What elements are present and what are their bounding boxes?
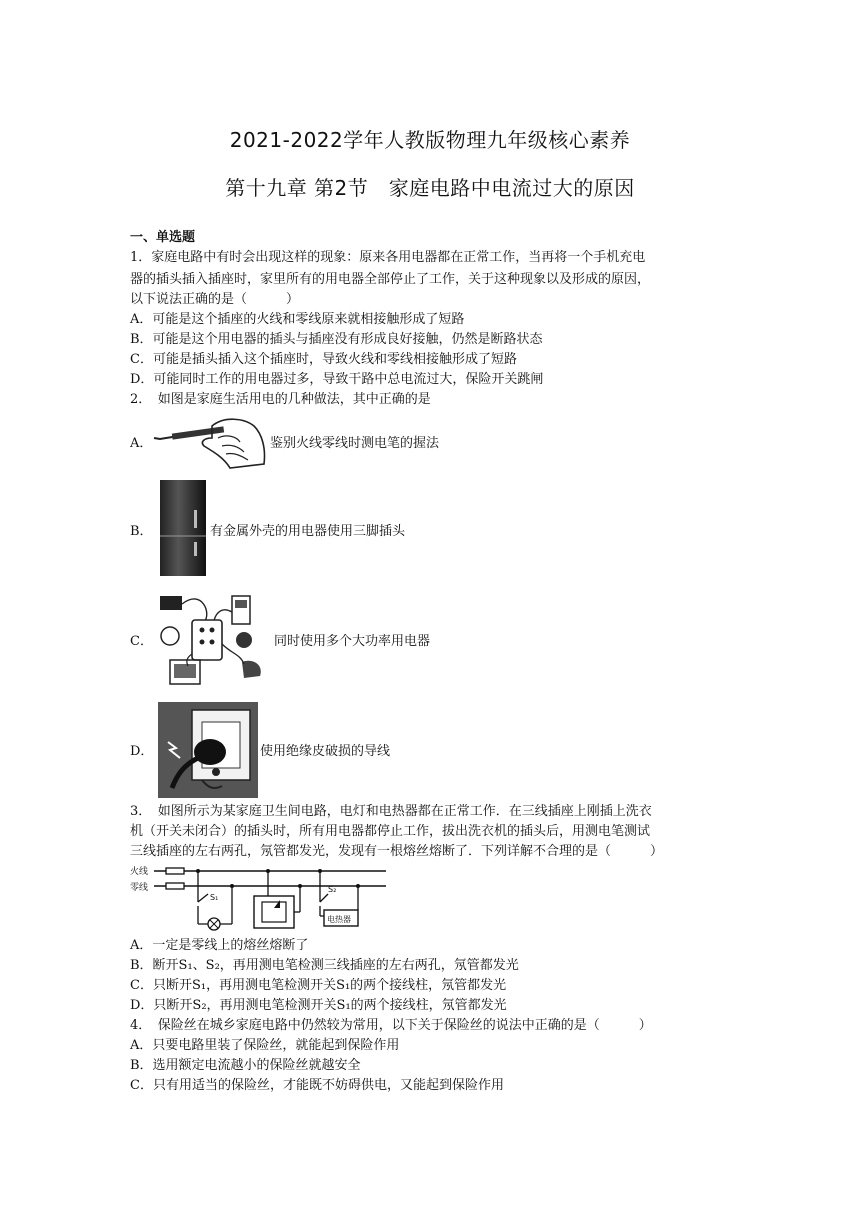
q2-option-c-caption: 同时使用多个大功率用电器: [274, 634, 431, 649]
damaged-plug-socket-icon: [158, 702, 258, 798]
q3-option-c: C．只断开S₁，再用测电笔检测开关S₁的两个接线柱，氖管都发光: [130, 978, 507, 993]
q2-option-d-caption: 使用绝缘皮破损的导线: [260, 744, 391, 759]
q4-option-a: A．只要电路里装了保险丝，就能起到保险作用: [130, 1038, 400, 1053]
q2-option-b-letter: B．: [130, 524, 153, 539]
section-heading: 一、单选题: [130, 230, 196, 245]
neutral-wire-label: 零线: [130, 883, 149, 893]
live-wire-label: 火线: [130, 867, 149, 877]
q1-option-c: C．可能是插头插入这个插座时，导致火线和零线相接触形成了短路: [130, 352, 517, 367]
hand-holding-test-pen-icon: [152, 412, 268, 472]
three-hole-socket-icon: [254, 896, 294, 928]
q2-stem: 2． 如图是家庭生活用电的几种做法，其中正确的是: [130, 392, 431, 407]
refrigerator-icon: [158, 480, 208, 576]
q2-option-c-letter: C．: [130, 634, 153, 649]
q1-stem-line-2: 器的插头插入插座时，家里所有的用电器全部停止了工作，关于这种现象以及形成的原因，: [130, 272, 651, 287]
q1-option-d: D．可能同时工作的用电器过多，导致干路中总电流过大，保险开关跳闸: [130, 372, 544, 387]
q1-option-b: B．可能是这个用电器的插头与插座没有形成良好接触，仍然是断路状态: [130, 332, 543, 347]
bathroom-circuit-diagram: [128, 862, 390, 934]
overloaded-power-strip-icon: [152, 584, 272, 692]
q4-option-c: C．只有用适当的保险丝，才能既不妨碍供电，又能起到保险作用: [130, 1078, 504, 1093]
q2-option-b-caption: 有金属外壳的用电器使用三脚插头: [210, 524, 406, 539]
heater-label: 电热器: [327, 915, 351, 924]
q4-option-b: B．选用额定电流越小的保险丝就越安全: [130, 1058, 361, 1073]
q2-option-a-caption: 鉴别火线零线时测电笔的握法: [270, 436, 440, 451]
q3-stem-line-2: 机（开关未闭合）的插头时，所有用电器都停止工作，拔出洗衣机的插头后，用测电笔测试: [130, 824, 651, 839]
switch-s2-label: S₂: [328, 885, 337, 894]
q1-stem-line-3: 以下说法正确的是（ ）: [130, 292, 300, 307]
switch-s1-label: S₁: [210, 893, 219, 902]
q3-option-a: A．一定是零线上的熔丝熔断了: [130, 938, 309, 953]
neutral-fuse: [166, 883, 184, 889]
q3-stem-line-3: 三线插座的左右两孔，氖管都发光，发现有一根熔丝熔断了．下列详解不合理的是（ ）: [130, 844, 664, 859]
q2-option-a-letter: A．: [130, 436, 153, 451]
live-fuse: [166, 868, 184, 874]
q3-stem-line-1: 3． 如图所示为某家庭卫生间电路，电灯和电热器都在正常工作．在三线插座上刚插上洗衣: [130, 804, 652, 819]
q3-option-d: D．只断开S₂，再用测电笔检测开关S₁的两个接线柱，氖管都发光: [130, 998, 507, 1013]
q2-option-d-letter: D．: [130, 744, 154, 759]
q4-stem: 4． 保险丝在城乡家庭电路中仍然较为常用，以下关于保险丝的说法中正确的是（ ）: [130, 1018, 652, 1033]
q1-option-a: A．可能是这个插座的火线和零线原来就相接触形成了短路: [130, 312, 465, 327]
chapter-subtitle: 第十九章 第2节 家庭电路中电流过大的原因: [225, 176, 635, 200]
document-title: 2021-2022学年人教版物理九年级核心素养: [229, 128, 631, 152]
q1-stem-line-1: 1．家庭电路中有时会出现这样的现象：原来各用电器都在正常工作，当再将一个手机充电: [130, 250, 646, 265]
q3-option-b: B．断开S₁、S₂，再用测电笔检测三线插座的左右两孔，氖管都发光: [130, 958, 519, 973]
